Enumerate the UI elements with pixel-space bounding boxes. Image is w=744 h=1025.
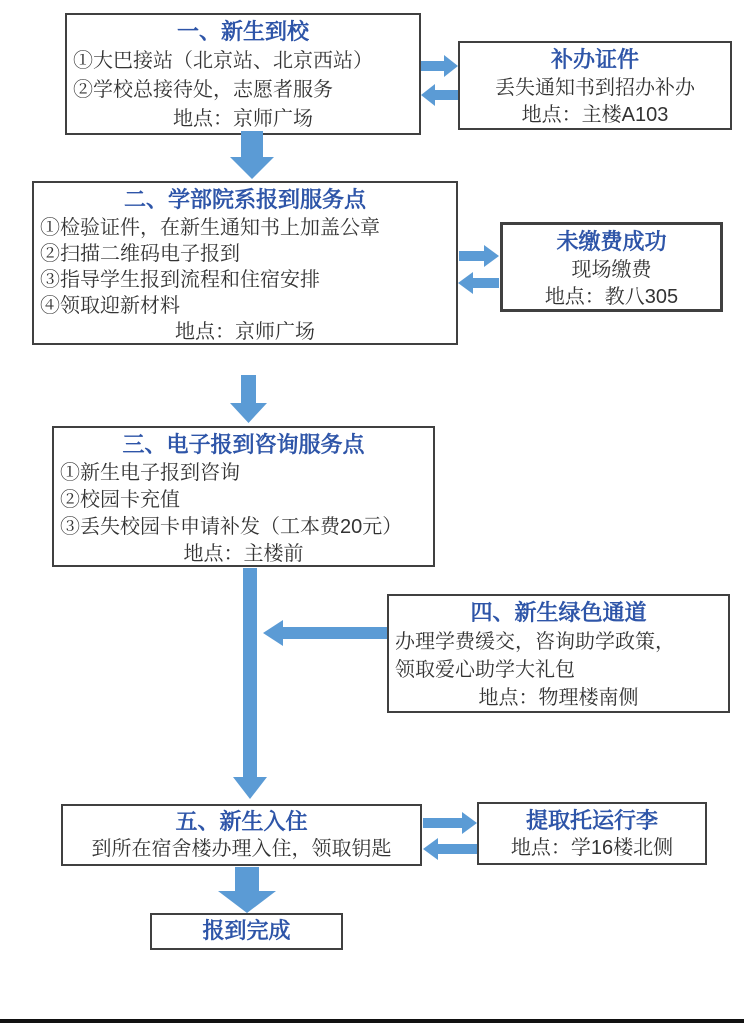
box-line: ③指导学生报到流程和住宿安排	[40, 269, 320, 291]
box-title: 四、新生绿色通道	[470, 600, 647, 625]
box-title: 未缴费成功	[556, 229, 667, 254]
flow-box-baggage	[477, 802, 707, 865]
box-line: ③丢失校园卡申请补发（工本费20元）	[60, 516, 403, 538]
box-line: 领取爱心助学大礼包	[395, 659, 575, 681]
box-location-line: 地点：京师广场	[173, 108, 313, 130]
box-title: 报到完成	[202, 918, 291, 943]
arrow-step1-to-reissue-icon	[421, 55, 458, 77]
box-title: 补办证件	[550, 47, 639, 72]
flow-box-step1	[65, 13, 421, 135]
flow-box-unpaid	[500, 222, 723, 312]
box-location-line: 地点：教八305	[544, 286, 679, 308]
arrow-step5-to-baggage-icon	[423, 812, 477, 834]
flow-box-done	[150, 913, 343, 950]
arrow-step1-to-step2-icon	[230, 131, 274, 179]
box-line: 现场缴费	[571, 259, 652, 281]
box-title: 一、新生到校	[176, 19, 309, 44]
box-line: ④领取迎新材料	[40, 295, 180, 317]
arrow-unpaid-to-step2-icon	[458, 272, 499, 294]
box-location-line: 地点：京师广场	[175, 321, 315, 343]
box-title: 三、电子报到咨询服务点	[122, 432, 365, 457]
box-location-line: 地点：主楼前	[183, 543, 304, 565]
box-title: 二、学部院系报到服务点	[123, 187, 366, 212]
box-location-line: 地点：主楼A103	[521, 104, 669, 126]
flow-box-step3	[52, 426, 435, 567]
arrow-step4-to-flow-icon	[263, 620, 387, 646]
box-line: 到所在宿舍楼办理入住，领取钥匙	[91, 838, 392, 860]
box-title: 五、新生入住	[175, 809, 308, 834]
arrow-step2-to-unpaid-icon	[459, 245, 499, 267]
flow-box-step4	[387, 594, 730, 713]
arrow-step5-to-done-icon	[218, 867, 276, 913]
arrow-baggage-to-step5-icon	[423, 838, 477, 860]
box-line: 办理学费缓交，咨询助学政策，	[395, 631, 675, 653]
box-line: ①新生电子报到咨询	[60, 462, 240, 484]
box-line: ②校园卡充值	[60, 489, 180, 511]
box-line: ②扫描二维码电子报到	[40, 243, 240, 265]
box-line: ①大巴接站（北京站、北京西站）	[73, 50, 373, 72]
box-location-line: 地点：学16楼北侧	[510, 837, 674, 859]
arrow-step2-to-step3-icon	[230, 375, 267, 423]
arrow-reissue-to-step1-icon	[421, 84, 458, 106]
bottom-divider	[0, 1019, 744, 1023]
box-line: ①检验证件，在新生通知书上加盖公章	[40, 217, 380, 239]
flow-box-step2	[32, 181, 458, 345]
box-line: ②学校总接待处，志愿者服务	[73, 79, 333, 101]
flow-box-step5	[61, 804, 422, 866]
flow-box-reissue	[458, 41, 732, 130]
box-line: 丢失通知书到招办补办	[495, 77, 695, 99]
arrow-step3-to-step5-icon	[233, 568, 267, 799]
box-title: 提取托运行李	[525, 808, 658, 833]
box-location-line: 地点：物理楼南侧	[478, 687, 639, 709]
